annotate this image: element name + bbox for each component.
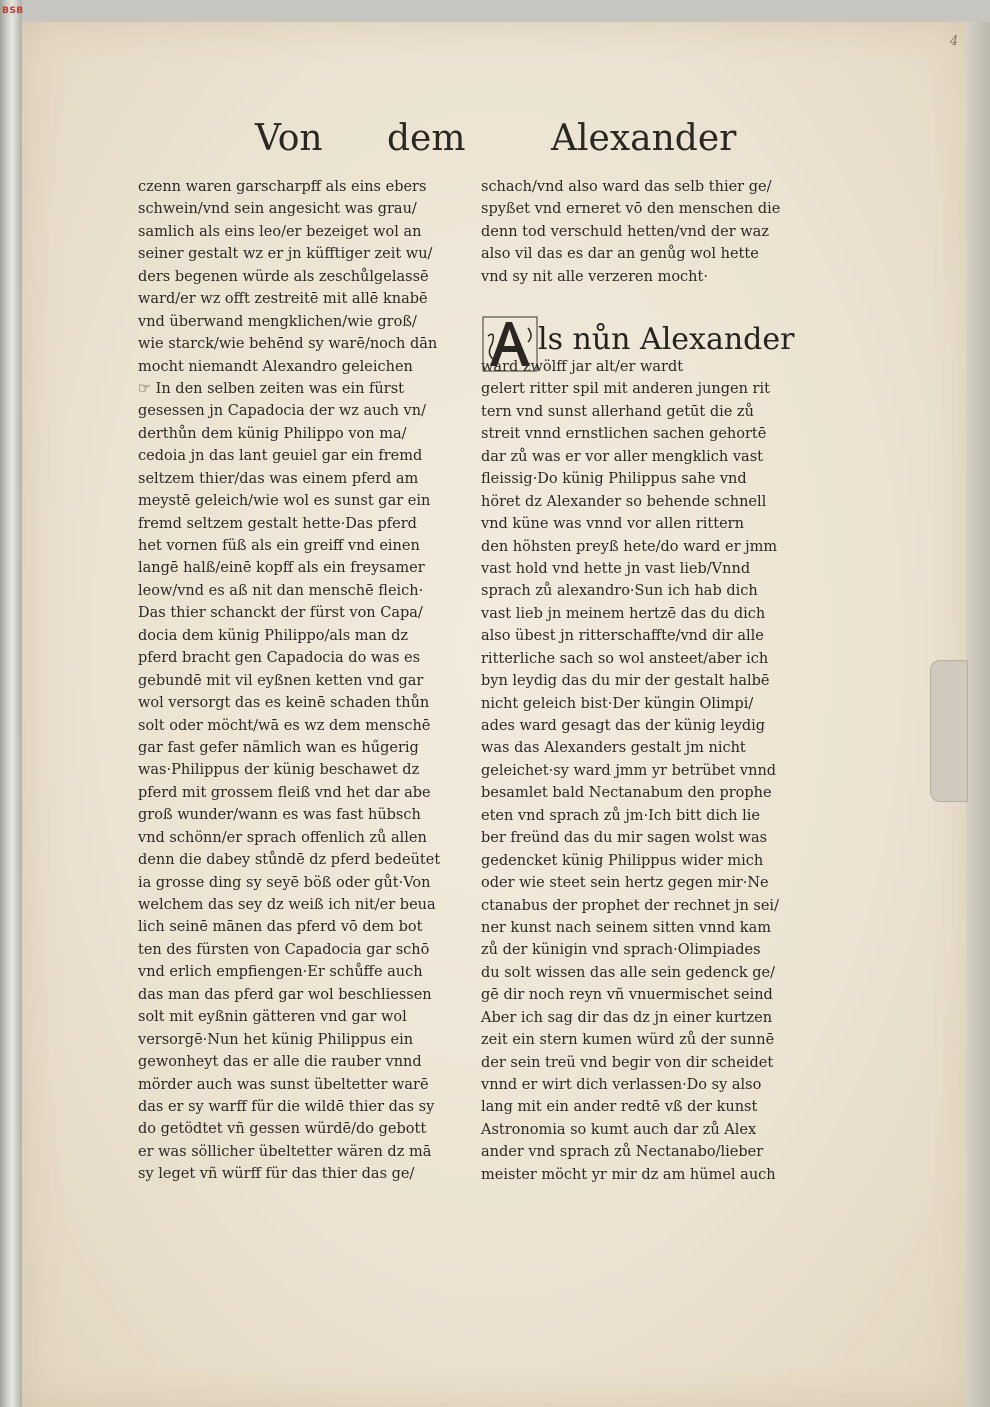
book-spine <box>0 0 22 1407</box>
text-line: fleissig·Do künig Philippus sahe vnd <box>481 471 747 488</box>
text-line: das man das pferd gar wol beschliessen <box>138 986 432 1003</box>
text-line: byn leydig das du mir der gestalt halbē <box>481 673 770 690</box>
text-line: langē halß/einē kopff als ein freysamer <box>138 560 425 577</box>
text-line: ☞ In den selben zeiten was ein fürst <box>138 380 404 397</box>
text-line: groß wunder/wann es was fast hübsch <box>138 807 421 824</box>
text-line: also übest jn ritterschaffte/vnd dir alle <box>481 628 764 645</box>
text-line: wie starck/wie behēnd sy warē/noch dān <box>138 336 438 353</box>
text-line: also vil das es dar an genůg wol hette <box>481 246 759 263</box>
heading-word: Von <box>255 118 323 159</box>
text-line: lang mit ein ander redtē vß der kunst <box>481 1099 758 1116</box>
running-heading <box>255 118 737 168</box>
text-line: sy leget vñ würff für das thier das ge/ <box>138 1166 415 1183</box>
page-tab-marker <box>930 660 968 802</box>
text-line: gewonheyt das er alle die rauber vnnd <box>138 1054 422 1071</box>
text-line: ctanabus der prophet der rechnet jn sei/ <box>481 897 779 914</box>
text-line: denn die dabey stůndē dz pferd bedeütet <box>138 852 441 869</box>
text-line: was·Philippus der künig beschawet dz <box>138 762 420 779</box>
text-line: gebundē mit vil eyßnen ketten vnd gar <box>138 672 424 689</box>
library-logo: BSB <box>2 6 24 16</box>
text-line: den höhsten preyß hete/do ward er jmm <box>481 538 778 555</box>
text-line: fremd seltzem gestalt hette·Das pferd <box>138 515 417 532</box>
text-line: schwein/vnd sein angesicht was grau/ <box>138 201 417 218</box>
text-line: Aber ich sag dir das dz jn einer kurtzen <box>481 1009 773 1026</box>
text-line: welchem das sey dz weiß ich nit/er beua <box>138 897 436 913</box>
text-line: dar zů was er vor aller mengklich vast <box>481 448 763 465</box>
text-line: solt oder möcht/wā es wz dem menschē <box>138 717 431 734</box>
text-line: vast hold vnd hette jn vast lieb/Vnnd <box>481 560 751 577</box>
text-line: oder wie steet sein hertz gegen mir·Ne <box>481 875 769 892</box>
text-line: Astronomia so kumt auch dar zů Alex <box>481 1121 757 1138</box>
text-line: ner kunst nach seinem sitten vnnd kam <box>481 919 771 936</box>
text-line: besamlet bald Nectanabum den prophe <box>481 785 772 802</box>
right-text-column-top <box>481 176 811 288</box>
text-line: geleichet·sy ward jmm yr betrübet vnnd <box>481 762 777 779</box>
text-line: czenn waren garscharpff als eins ebers <box>138 179 427 195</box>
text-line: vnd überwand mengklichen/wie groß/ <box>138 313 417 330</box>
text-line: seltzem thier/das was einem pferd am <box>138 470 419 487</box>
text-line: ritterliche sach so wol ansteet/aber ich <box>481 650 769 667</box>
text-line: zů der künigin vnd sprach·Olimpiades <box>481 942 761 959</box>
folio-number: 4 <box>950 34 959 49</box>
text-line: tern vnd sunst allerhand getūt die zů <box>481 403 754 420</box>
text-line: ward/er wz offt zestreitē mit allē knabē <box>138 291 428 308</box>
text-line: höret dz Alexander so behende schnell <box>481 493 767 510</box>
text-line: nicht geleich bist·Der küngin Olimpi/ <box>481 695 754 712</box>
text-line: ten des fürsten von Capadocia gar schō <box>138 941 430 958</box>
text-line: sprach zů alexandro·Sun ich hab dich <box>481 583 758 600</box>
text-line: vnd küne was vnnd vor allen rittern <box>481 516 744 533</box>
text-line: ia grosse ding sy seyē böß oder gůt·Von <box>138 874 431 891</box>
text-line: mörder auch was sunst übeltetter warē <box>138 1076 429 1093</box>
text-line: vnnd er wirt dich verlassen·Do sy also <box>481 1077 762 1093</box>
text-line: samlich als eins leo/er bezeiget wol an <box>138 223 422 240</box>
text-line: denn tod verschuld hetten/vnd der waz <box>481 223 769 240</box>
text-line: eten vnd sprach zů jm·Ich bitt dich lie <box>481 807 760 824</box>
text-line: vnd schönn/er sprach offenlich zů allen <box>138 829 427 846</box>
text-line: zeit ein stern kumen würd zů der sunnē <box>481 1032 775 1049</box>
text-line: pferd mit grossem fleiß vnd het dar abe <box>138 784 431 801</box>
text-line: cedoia jn das lant geuiel gar ein fremd <box>138 448 423 465</box>
text-line: du solt wissen das alle sein gedenck ge/ <box>481 964 775 981</box>
text-line: ber freünd das du mir sagen wolst was <box>481 830 768 847</box>
text-line: mocht niemandt Alexandro geleichen <box>138 358 413 375</box>
text-line: was das Alexanders gestalt jm nicht <box>481 740 746 757</box>
text-line: gelert ritter spil mit anderen jungen rit <box>481 381 770 398</box>
text-line: seiner gestalt wz er jn küfftiger zeit wu/ <box>138 246 433 263</box>
text-line: er was söllicher übeltetter wären dz mā <box>138 1143 432 1160</box>
text-line: do getödtet vñ gessen würdē/do gebott <box>138 1121 427 1138</box>
text-line: vnd erlich empfiengen·Er schůffe auch <box>138 964 423 981</box>
text-line: vast lieb jn meinem hertzē das du dich <box>481 605 766 622</box>
left-text-column <box>138 176 468 1186</box>
page-edge <box>966 22 990 1407</box>
text-line: spyßet vnd erneret vō den menschen die <box>481 201 781 218</box>
right-text-column <box>481 356 811 1186</box>
text-line: gedencket künig Philippus wider mich <box>481 852 764 869</box>
text-line: schach/vnd also ward das selb thier ge/ <box>481 179 772 195</box>
text-line: versorgē·Nun het künig Philippus ein <box>138 1031 414 1048</box>
text-line: gar fast gefer nämlich wan es hűgerig <box>138 739 419 756</box>
heading-word: Alexander <box>551 118 737 159</box>
text-line: Das thier schanckt der fürst von Capa/ <box>138 605 423 622</box>
text-line: pferd bracht gen Capadocia do was es <box>138 650 421 667</box>
text-line: ades ward gesagt das der künig leydig <box>481 718 766 734</box>
text-line: vnd sy nit alle verzeren mocht· <box>481 268 708 285</box>
text-line: het vornen füß als ein greiff vnd einen <box>138 538 420 554</box>
text-line: der sein treü vnd begir von dir scheidet <box>481 1054 774 1071</box>
text-line: gesessen jn Capadocia der wz auch vn/ <box>138 403 426 420</box>
text-line: meystē geleich/wie wol es sunst gar ein <box>138 493 431 510</box>
text-line: ward zwölff jar alt/er wardt <box>481 359 684 375</box>
text-line: derthůn dem künig Philippo von ma/ <box>138 425 407 442</box>
text-line: das er sy warff für die wildē thier das sy <box>138 1098 435 1115</box>
text-line: docia dem künig Philippo/als man dz <box>138 627 409 644</box>
text-line: streit vnnd ernstlichen sachen gehortē <box>481 426 767 443</box>
text-line: meister möcht yr mir dz am hümel auch <box>481 1166 776 1183</box>
heading-word: dem <box>387 118 466 159</box>
text-line: ders begenen würde als zeschůlgelassē <box>138 268 429 285</box>
text-line: wol versorgt das es keinē schaden thůn <box>138 695 430 712</box>
text-line: gē dir noch reyn vñ vnuermischet seind <box>481 987 773 1004</box>
chapter-heading: ls nůn Alexander <box>538 322 795 357</box>
text-line: lich seinē mānen das pferd vō dem bot <box>138 919 423 936</box>
text-line: leow/vnd es aß nit dan menschē fleich· <box>138 582 424 599</box>
text-line: ander vnd sprach zů Nectanabo/lieber <box>481 1144 764 1161</box>
text-line: solt mit eyßnin gätteren vnd gar wol <box>138 1009 407 1026</box>
